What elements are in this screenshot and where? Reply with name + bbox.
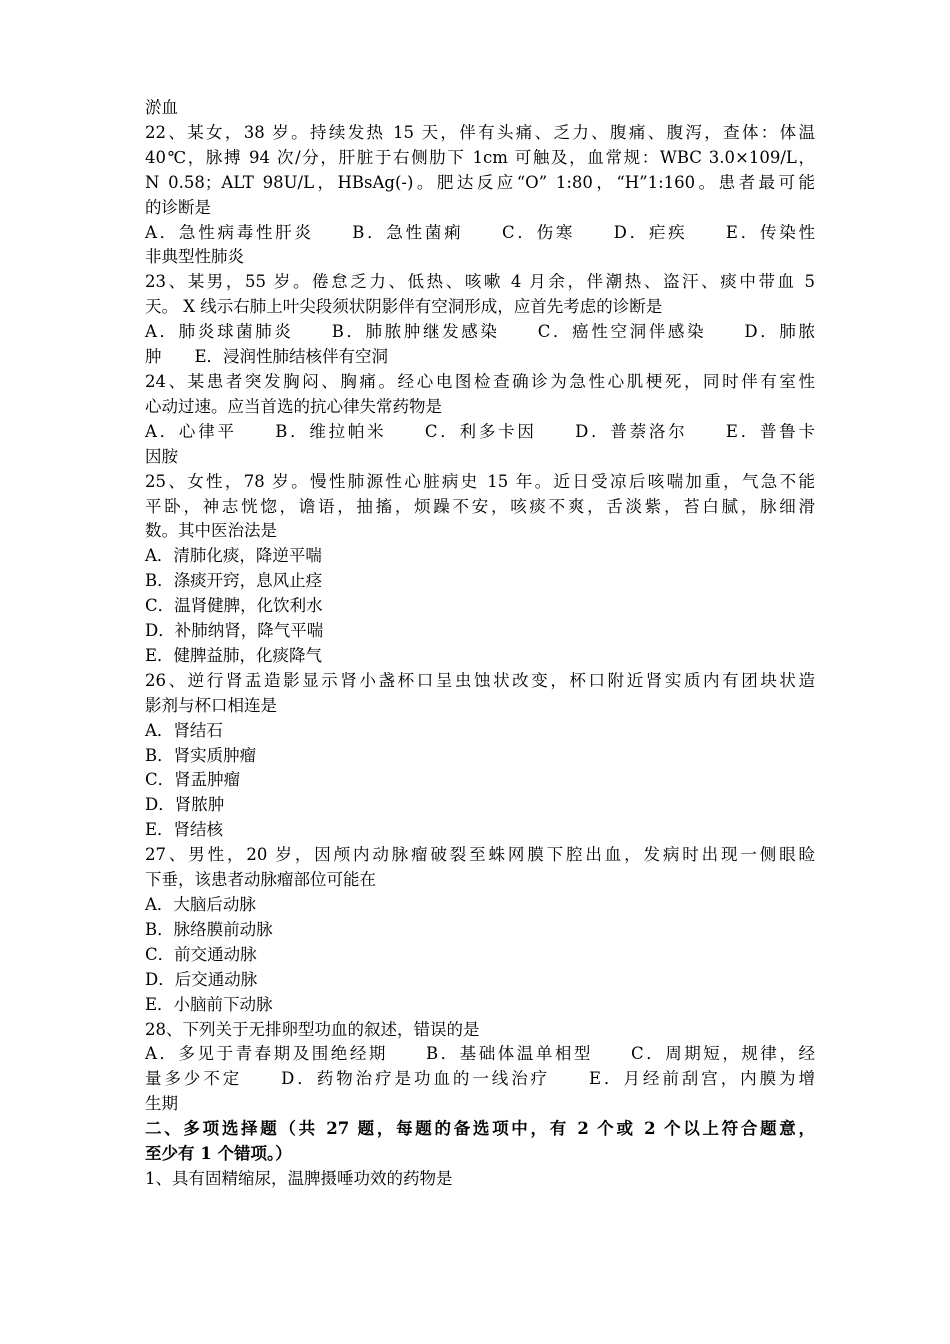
text-line: 23、某男，55 岁。倦怠乏力、低热、咳嗽 4 月余，伴潮热、盗汗、痰中带血 5 [145, 272, 815, 292]
text-line: C．肾盂肿瘤 [145, 770, 241, 790]
text-line: N 0.58；ALT 98U/L，HBsAg(-)。肥达反应“O” 1:80，“H”1:160。患者最可能 [145, 172, 815, 192]
text-line: D．肾脓肿 [145, 795, 225, 815]
text-line: D．后交通动脉 [145, 969, 258, 989]
text-line: 非典型性肺炎 [145, 247, 244, 267]
text-line: 28、下列关于无排卵型功血的叙述，错误的是 [145, 1019, 480, 1039]
text-line: 26、逆行肾盂造影显示肾小盏杯口呈虫蚀状改变，杯口附近肾实质内有团块状造 [145, 670, 815, 690]
text-line: 25、女性，78 岁。慢性肺源性心脏病史 15 年。近日受凉后咳喘加重，气急不能 [145, 471, 815, 491]
text-line: E．肾结核 [145, 820, 224, 840]
text-line: 22、某女，38 岁。持续发热 15 天，伴有头痛、乏力、腹痛、腹泻，查体：体温 [145, 122, 815, 142]
text-line: 量多少不定 D．药物治疗是功血的一线治疗 E．月经前刮宫，内膜为增 [145, 1069, 815, 1089]
text-line: 平卧，神志恍惚，谵语，抽搐，烦躁不安，咳痰不爽，舌淡紫，苔白腻，脉细滑 [145, 496, 815, 516]
text-line: 肿 E．浸润性肺结核伴有空洞 [145, 347, 389, 367]
section-heading-line: 二、多项选择题（共 27 题，每题的备选项中，有 2 个或 2 个以上符合题意， [145, 1119, 815, 1139]
text-line: C．温肾健脾，化饮利水 [145, 596, 323, 616]
section-heading-line: 至少有 1 个错项。） [145, 1144, 292, 1164]
text-line: 的诊断是 [145, 197, 211, 217]
text-line: A．大脑后动脉 [145, 895, 256, 914]
text-line: A．心律平 B．维拉帕米 C．利多卡因 D．普萘洛尔 E．普鲁卡 [145, 421, 815, 441]
text-line: 24、某患者突发胸闷、胸痛。经心电图检查确诊为急性心肌梗死，同时伴有室性 [145, 371, 815, 391]
text-line: A．肺炎球菌肺炎 B．肺脓肿继发感染 C．癌性空洞伴感染 D．肺脓 [145, 322, 815, 342]
text-line: 1、具有固精缩尿，温脾摄唾功效的药物是 [145, 1168, 453, 1188]
text-line: C．前交通动脉 [145, 944, 257, 964]
text-line: A．多见于青春期及围绝经期 B．基础体温单相型 C．周期短，规律，经 [145, 1044, 815, 1064]
text-line: E．健脾益肺，化痰降气 [145, 645, 323, 665]
text-line: A．清肺化痰，降逆平喘 [145, 546, 322, 566]
text-line: 生期 [145, 1094, 178, 1114]
text-line: 数。其中医治法是 [145, 521, 277, 541]
text-line: 40℃，脉搏 94 次/分，肝脏于右侧肋下 1cm 可触及，血常规：WBC 3.0×109/L， [145, 147, 815, 167]
text-line: 淤血 [145, 98, 178, 117]
document-page [145, 96, 815, 1192]
text-line: 影剂与杯口相连是 [145, 695, 277, 715]
text-line: 天。 X 线示右肺上叶尖段须状阴影伴有空洞形成，应首先考虑的诊断是 [145, 297, 663, 317]
text-line: A．肾结石 [145, 720, 223, 740]
text-line: B．脉络膜前动脉 [145, 919, 273, 939]
text-line: A．急性病毒性肝炎 B．急性菌痢 C．伤寒 D．疟疾 E．传染性 [145, 222, 815, 242]
text-line: B．涤痰开窍，息风止痉 [145, 571, 323, 591]
text-line: 27、男性，20 岁，因颅内动脉瘤破裂至蛛网膜下腔出血，发病时出现一侧眼睑 [145, 845, 815, 865]
text-line: 心动过速。应当首选的抗心律失常药物是 [145, 396, 442, 416]
text-line: B．肾实质肿瘤 [145, 745, 257, 765]
text-line: E．小脑前下动脉 [145, 994, 273, 1014]
text-line: D．补肺纳肾，降气平喘 [145, 621, 324, 641]
text-line: 因胺 [145, 446, 178, 466]
text-line: 下垂，该患者动脉瘤部位可能在 [145, 870, 376, 890]
